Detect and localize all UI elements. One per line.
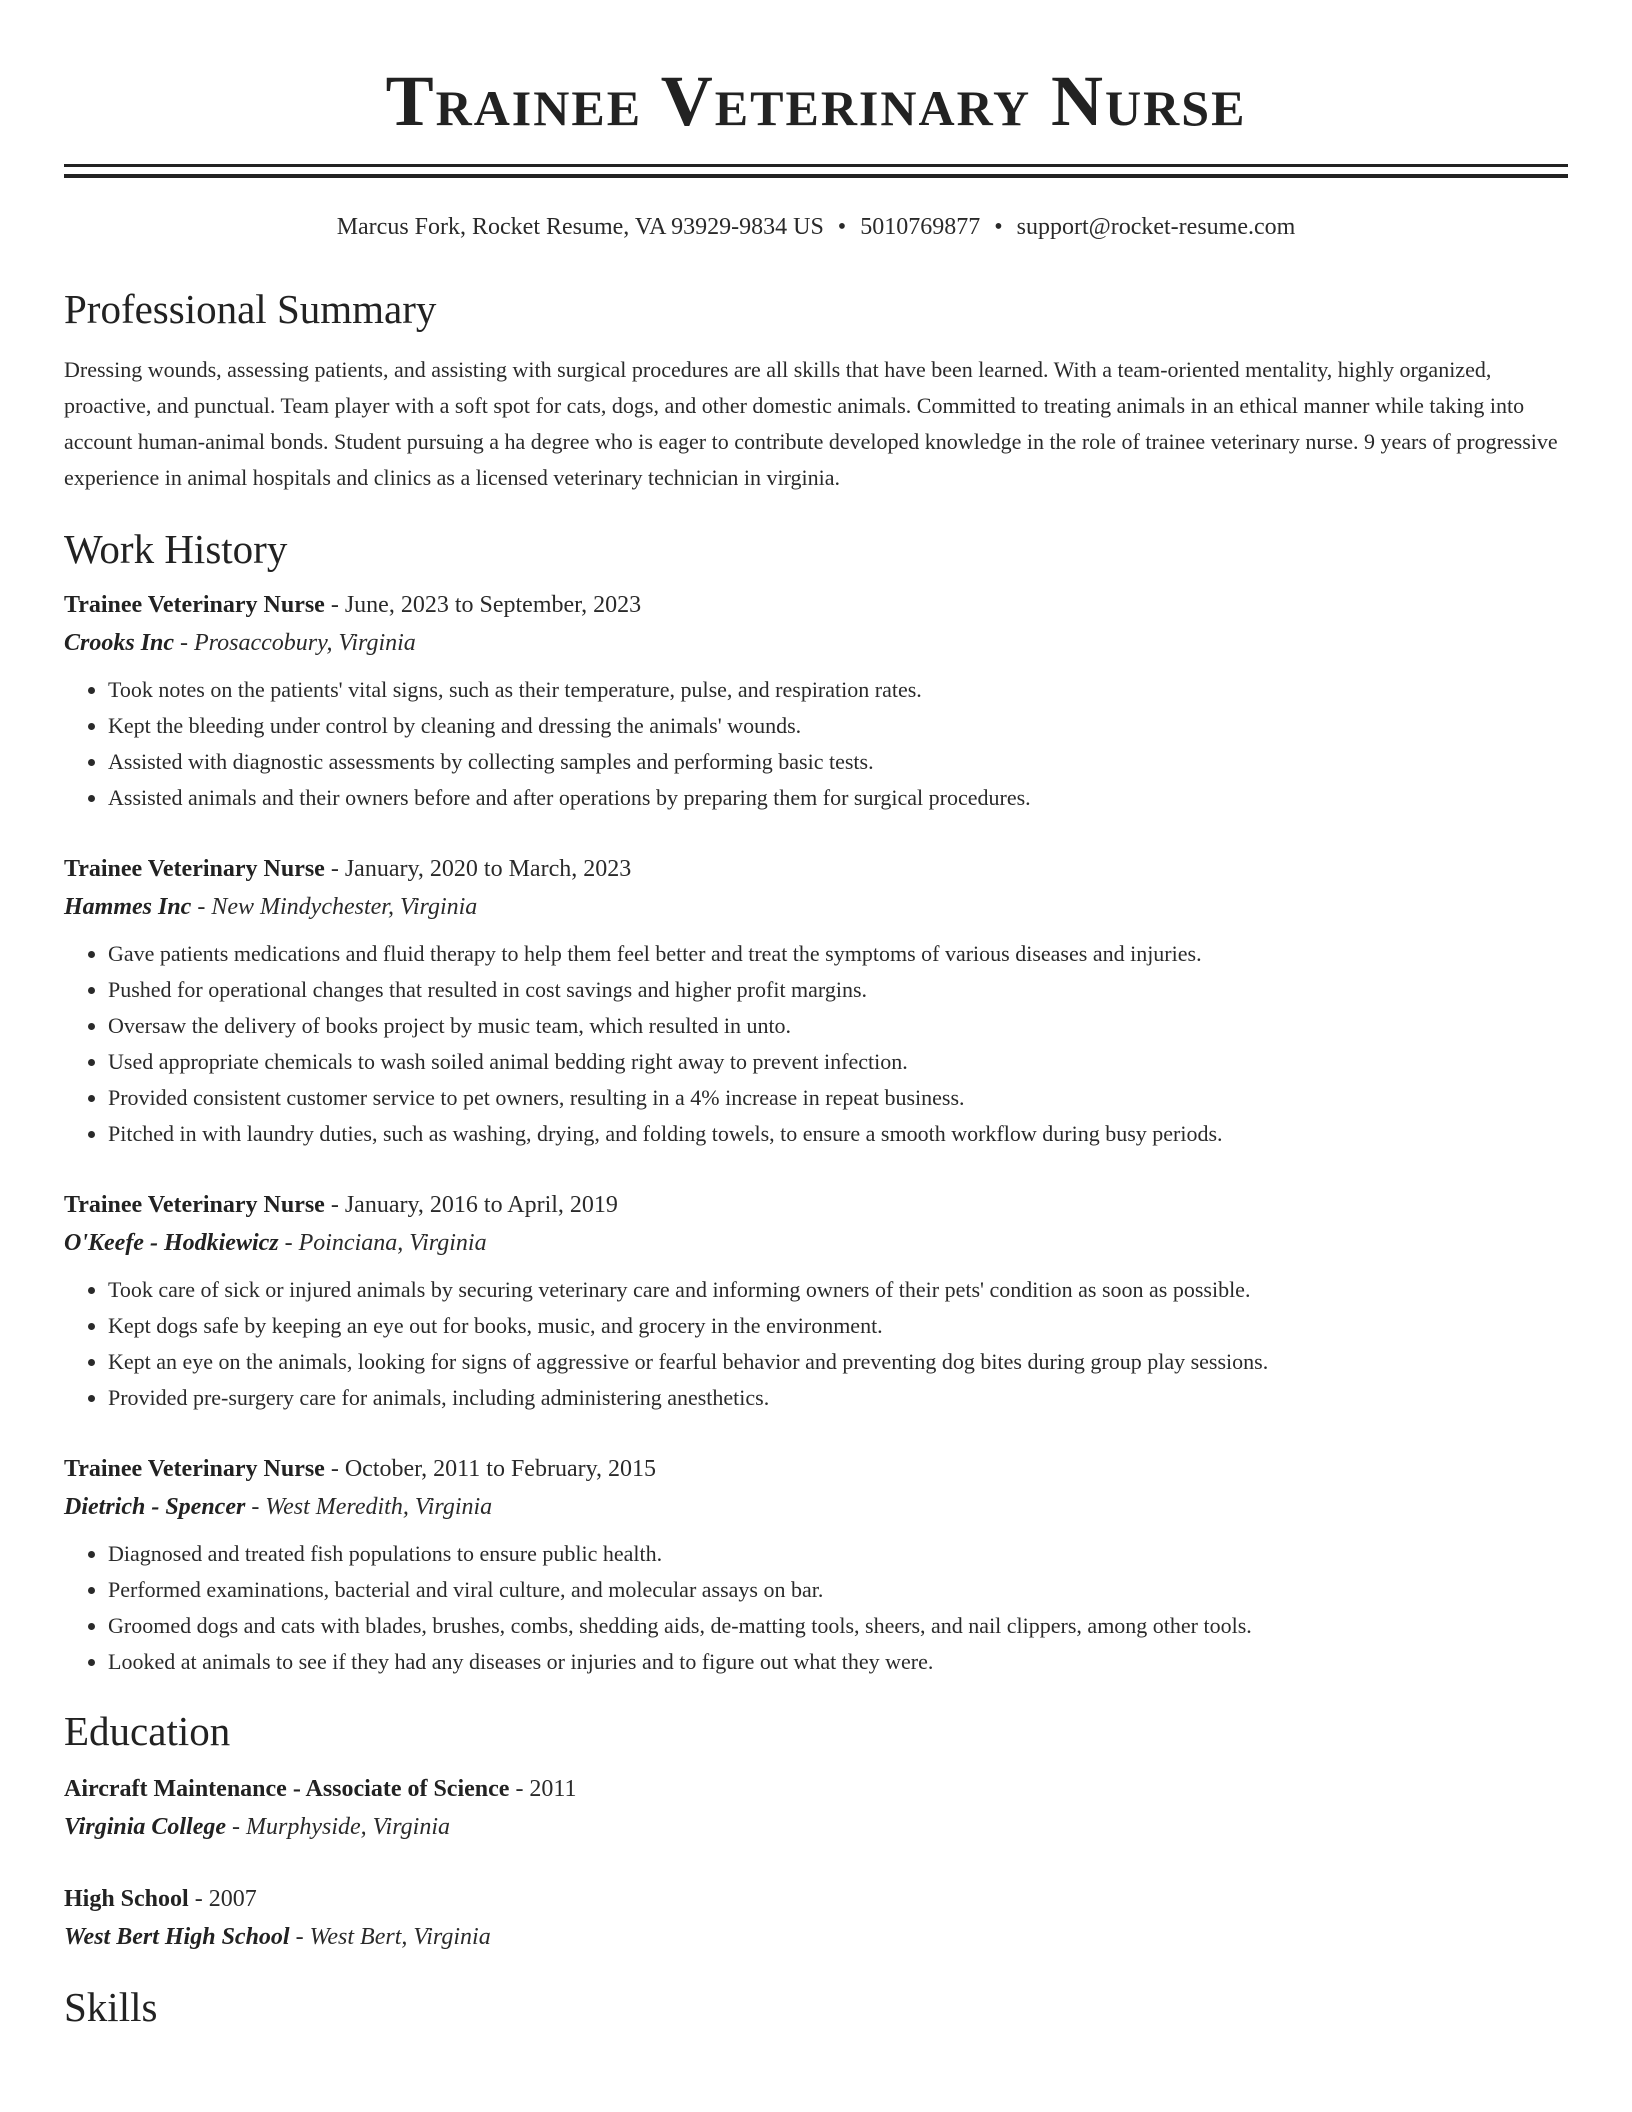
job-bullet: • Diagnosed and treated fish populations to ensure public health. <box>108 1536 1568 1572</box>
job-bullet: • Used appropriate chemicals to wash soiled animal bedding right away to prevent infection. <box>108 1044 1568 1080</box>
job-bullet: • Provided consistent customer service to pet owners, resulting in a 4% increase in repeat business. <box>108 1080 1568 1116</box>
job-bullet: • Took care of sick or injured animals by securing veterinary care and informing owners of their pets' condition as soon as possible. <box>108 1272 1568 1308</box>
summary-text: Dressing wounds, assessing patients, and assisting with surgical procedures are all skills that have been learned. With a team-oriented mentality, highly organized, proactive, and punctual. Team player with a soft spot for cats, dogs, and other domestic animals. Committed to treating animals in an ethical manner while taking into account human-animal bonds. Student pursuing a ha degree who is eager to contribute developed knowledge in the role of trainee veterinary nurse. 9 years of progressive experience in animal hospitals and clinics as a licensed veterinary technician in virginia. <box>64 357 1558 490</box>
company-name: Hammes Inc <box>64 894 192 920</box>
school-line <box>64 1918 1568 1956</box>
job-dates: - January, 2020 to March, 2023 <box>324 856 632 882</box>
job-entry <box>64 1186 1568 1416</box>
company-line <box>64 1488 1568 1526</box>
education-entry <box>64 1770 1568 1846</box>
job-entry <box>64 586 1568 816</box>
work-history-heading: Work History <box>64 526 288 572</box>
job-bullets <box>64 936 1568 1152</box>
job-bullet: • Took notes on the patients' vital signs, such as their temperature, pulse, and respiration rates. <box>108 672 1568 708</box>
degree-line <box>64 1770 1568 1808</box>
company-line <box>64 888 1568 926</box>
resume-title: Trainee Veterinary Nurse <box>385 61 1247 141</box>
school-location: - West Bert, Virginia <box>289 1924 491 1950</box>
school-name: West Bert High School <box>64 1924 290 1950</box>
job-bullet: • Provided pre-surgery care for animals, including administering anesthetics. <box>108 1380 1568 1416</box>
degree-line <box>64 1880 1568 1918</box>
contact-line <box>64 212 1568 242</box>
skills-heading: Skills <box>64 1984 158 2030</box>
job-bullet: • Kept an eye on the animals, looking for signs of aggressive or fearful behavior and preventing dog bites during group play sessions. <box>108 1344 1568 1380</box>
degree-year: - 2007 <box>188 1886 257 1912</box>
degree-year: - 2011 <box>509 1776 577 1802</box>
school-name: Virginia College <box>64 1814 227 1840</box>
company-name: Crooks Inc <box>64 630 175 656</box>
company-location: - New Mindychester, Virginia <box>191 894 478 920</box>
contact-phone: 5010769877 <box>860 214 981 240</box>
job-bullet: • Pitched in with laundry duties, such as washing, drying, and folding towels, to ensure a smooth workflow during busy periods. <box>108 1116 1568 1152</box>
job-entry <box>64 850 1568 1152</box>
job-dates: - June, 2023 to September, 2023 <box>324 592 642 618</box>
company-location: - Poinciana, Virginia <box>278 1230 487 1256</box>
summary-heading: Professional Summary <box>64 286 437 332</box>
job-bullet: • Groomed dogs and cats with blades, brushes, combs, shedding aids, de-matting tools, sheers, and nail clippers, among other tools. <box>108 1608 1568 1644</box>
education-heading: Education <box>64 1708 231 1754</box>
job-dates: - October, 2011 to February, 2015 <box>324 1456 657 1482</box>
company-line <box>64 1224 1568 1262</box>
job-title-line <box>64 586 1568 624</box>
job-title: Trainee Veterinary Nurse <box>64 1456 325 1482</box>
job-title: Trainee Veterinary Nurse <box>64 1192 325 1218</box>
title-rule-bottom <box>64 174 1568 178</box>
company-location: - West Meredith, Virginia <box>245 1494 493 1520</box>
job-title-line <box>64 850 1568 888</box>
company-line <box>64 624 1568 662</box>
job-entry <box>64 1450 1568 1680</box>
job-title: Trainee Veterinary Nurse <box>64 592 325 618</box>
contact-address: Marcus Fork, Rocket Resume, VA 93929-9834 US <box>336 214 824 240</box>
company-name: Dietrich - Spencer <box>64 1494 246 1520</box>
job-bullets <box>64 672 1568 816</box>
job-title-line <box>64 1450 1568 1488</box>
job-title: Trainee Veterinary Nurse <box>64 856 325 882</box>
job-bullet: • Oversaw the delivery of books project by music team, which resulted in unto. <box>108 1008 1568 1044</box>
job-bullet: • Pushed for operational changes that resulted in cost savings and higher profit margins. <box>108 972 1568 1008</box>
job-dates: - January, 2016 to April, 2019 <box>324 1192 618 1218</box>
job-bullet: • Kept the bleeding under control by cleaning and dressing the animals' wounds. <box>108 708 1568 744</box>
job-bullet: • Gave patients medications and fluid therapy to help them feel better and treat the symptoms of various diseases and injuries. <box>108 936 1568 972</box>
title-rule-top <box>64 164 1568 167</box>
school-location: - Murphyside, Virginia <box>226 1814 450 1840</box>
job-bullet: • Performed examinations, bacterial and viral culture, and molecular assays on bar. <box>108 1572 1568 1608</box>
job-bullet: • Assisted with diagnostic assessments by collecting samples and performing basic tests. <box>108 744 1568 780</box>
degree-name: Aircraft Maintenance - Associate of Science <box>64 1776 510 1802</box>
job-bullets <box>64 1272 1568 1416</box>
contact-separator: • <box>994 214 1003 240</box>
job-bullet: • Looked at animals to see if they had any diseases or injuries and to figure out what they were. <box>108 1644 1568 1680</box>
job-bullet: • Assisted animals and their owners before and after operations by preparing them for surgical procedures. <box>108 780 1568 816</box>
job-bullet: • Kept dogs safe by keeping an eye out for books, music, and grocery in the environment. <box>108 1308 1568 1344</box>
degree-name: High School <box>64 1886 189 1912</box>
contact-separator: • <box>837 214 847 240</box>
company-location: - Prosaccobury, Virginia <box>174 630 416 656</box>
contact-email: support@rocket-resume.com <box>1016 214 1296 240</box>
job-title-line <box>64 1186 1568 1224</box>
job-bullets <box>64 1536 1568 1680</box>
education-entry <box>64 1880 1568 1956</box>
school-line <box>64 1808 1568 1846</box>
company-name: O'Keefe - Hodkiewicz <box>64 1230 279 1256</box>
